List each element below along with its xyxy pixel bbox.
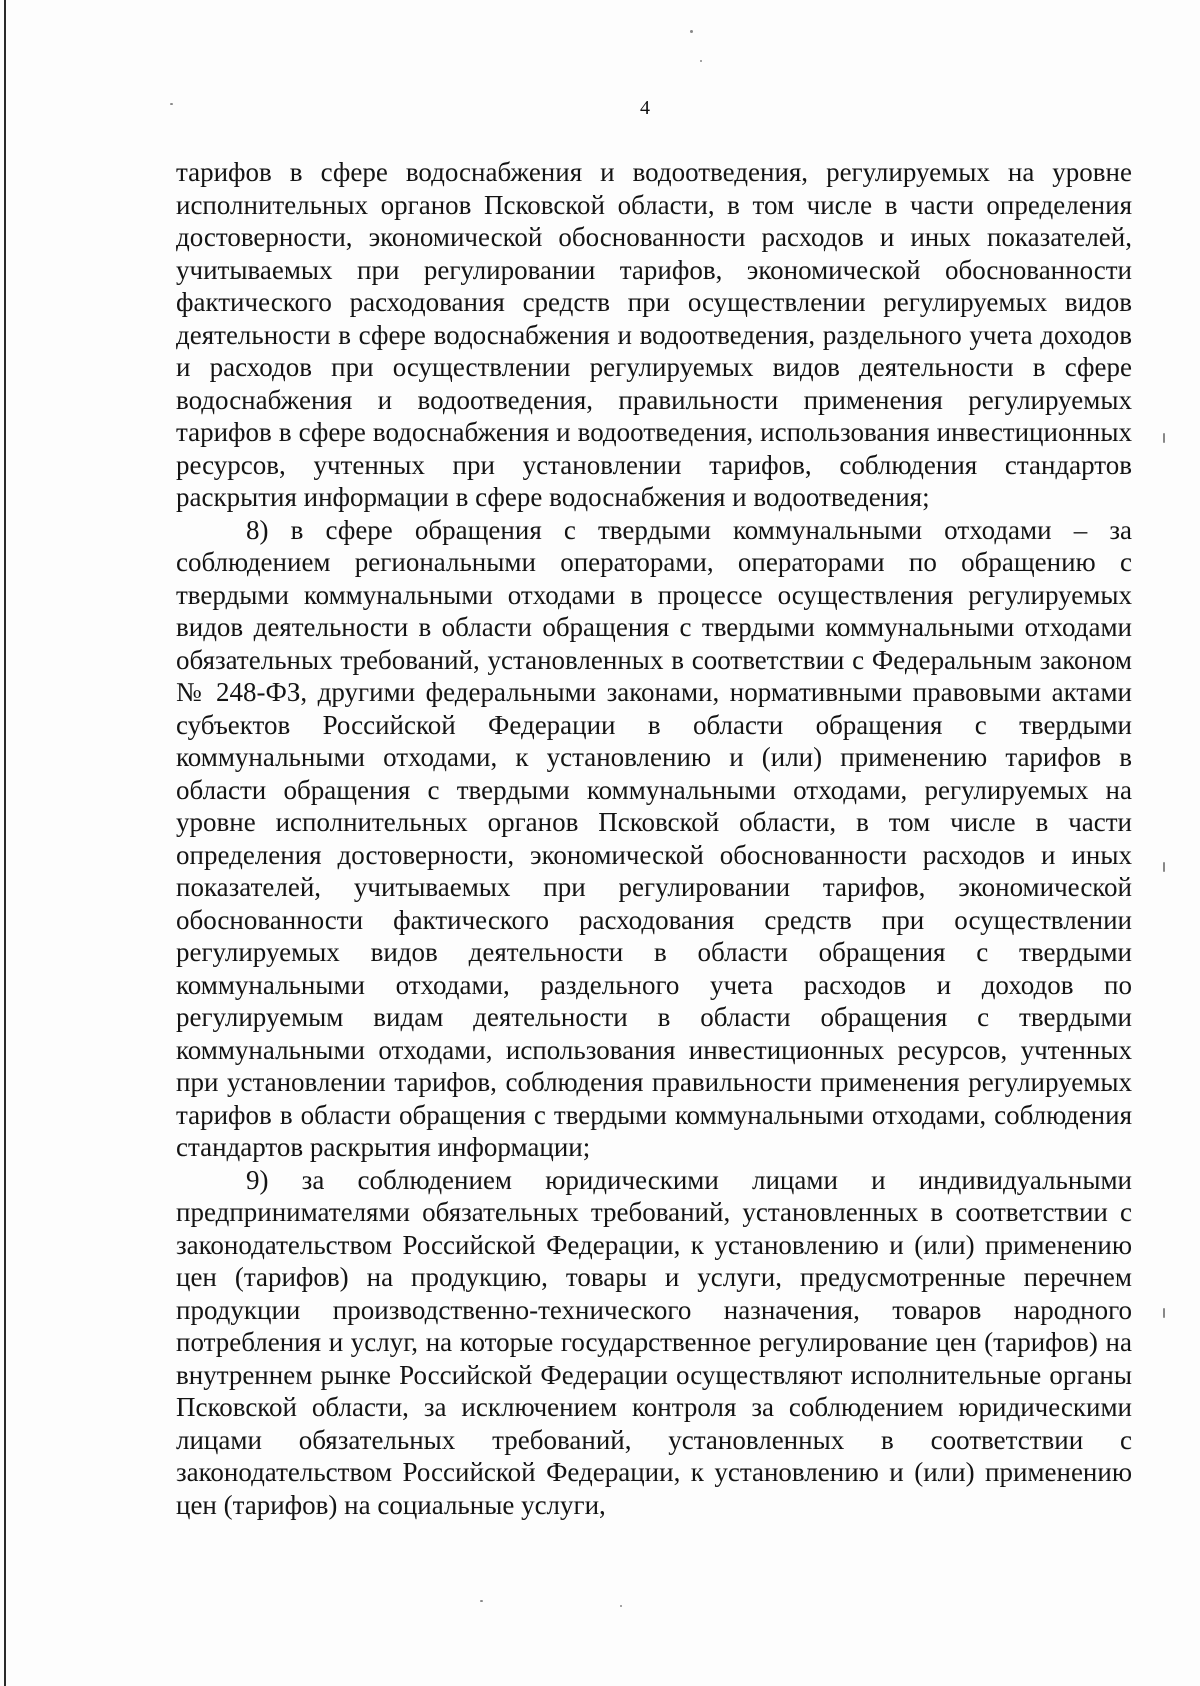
- page-number: 4: [640, 97, 650, 119]
- scan-speck: [1163, 862, 1165, 872]
- scan-speck: [480, 1600, 483, 1602]
- scan-speck: [1163, 433, 1165, 443]
- paragraph-9: 9) за соблюдением юридическими лицами и индивидуальными предпринимателями обязательных требований, установленных в соответствии с законодательством Российской Федерации, к установлению и (или) применению цен (тарифов) на продукцию, товары и услуги, предусмотренные перечнем продукции производственно-технического назначения, товаров народного потребления и услуг, на которые государственное регулирование цен (тарифов) на внутреннем рынке Российской Федерации осуществляют исполнительные органы Псковской области, за исключением контроля за соблюдением юридическими лицами обязательных требований, установленных в соответствии с законодательством Российской Федерации, к установлению и (или) применению цен (тарифов) на социальные услуги,: [176, 1164, 1132, 1520]
- scan-speck: [1163, 1308, 1165, 1318]
- document-body: [176, 156, 1132, 1521]
- paragraph-8: 8) в сфере обращения с твердыми коммунальными отходами – за соблюдением региональными операторами, операторами по обращению с твердыми коммунальными отходами в процессе осуществления регулируемых видов деятельности в области обращения с твердыми коммунальными отходами обязательных требований, установленных в соответствии с Федеральным законом № 248-ФЗ, другими федеральными законами, нормативными правовыми актами субъектов Российской Федерации в области обращения с твердыми коммунальными отходами, к установлению и (или) применению тарифов в области обращения с твердыми коммунальными отходами, регулируемых на уровне исполнительных органов Псковской области, в том числе в части определения достоверности, экономической обоснованности расходов и иных показателей, учитываемых при регулировании тарифов, экономической обоснованности фактического расходования средств при осуществлении регулируемых видов деятельности в области обращения с твердыми коммунальными отходами, раздельного учета расходов и доходов по регулируемым видам деятельности в области обращения с твердыми коммунальными отходами, использования инвестиционных ресурсов, учтенных при установлении тарифов, соблюдения правильности применения регулируемых тарифов в области обращения с твердыми коммунальными отходами, соблюдения стандартов раскрытия информации;: [176, 514, 1132, 1162]
- scan-speck: [170, 103, 173, 105]
- paragraph-7-continuation: тарифов в сфере водоснабжения и водоотведения, регулируемых на уровне исполнительных органов Псковской области, в том числе в части определения достоверности, экономической обоснованности расходов и иных показателей, учитываемых при регулировании тарифов, экономической обоснованности фактического расходования средств при осуществлении регулируемых видов деятельности в сфере водоснабжения и водоотведения, раздельного учета доходов и расходов при осуществлении регулируемых видов деятельности в сфере водоснабжения и водоотведения, правильности применения регулируемых тарифов в сфере водоснабжения и водоотведения, использования инвестиционных ресурсов, учтенных при установлении тарифов, соблюдения стандартов раскрытия информации в сфере водоснабжения и водоотведения;: [176, 157, 1132, 512]
- scan-speck: [690, 30, 693, 33]
- scan-speck: [620, 1605, 622, 1607]
- scan-speck: [700, 60, 702, 62]
- page-scan-edge: [4, 0, 6, 1686]
